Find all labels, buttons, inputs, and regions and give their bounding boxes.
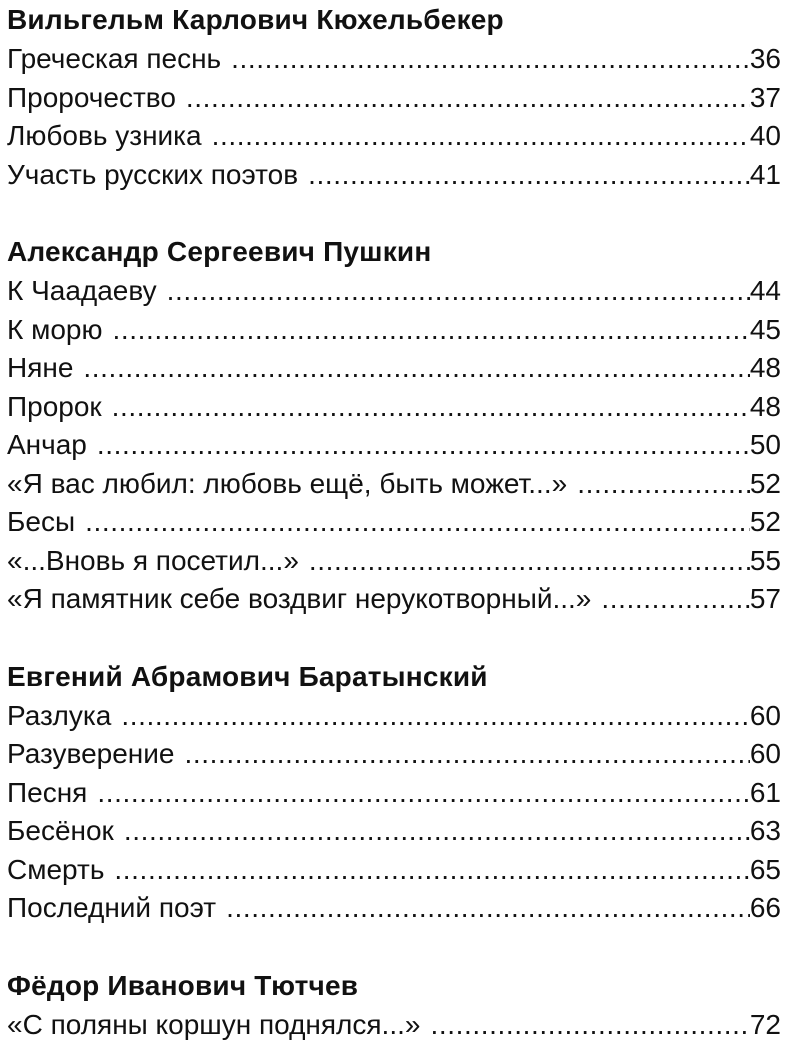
- dot-leader: [97, 774, 750, 813]
- entry-page-number: 55: [750, 542, 781, 581]
- entry-page-number: 41: [750, 156, 781, 195]
- dot-leader: [97, 426, 750, 465]
- entry-title: Бесёнок: [7, 812, 124, 851]
- dot-leader: [577, 465, 750, 504]
- dot-leader: [112, 311, 749, 350]
- toc-entry[interactable]: [7, 812, 781, 851]
- entry-list: [7, 1006, 781, 1044]
- dot-leader: [186, 79, 750, 118]
- dot-leader: [226, 889, 750, 928]
- toc-entry[interactable]: [7, 388, 781, 427]
- section-spacer: [7, 928, 781, 966]
- toc-entry[interactable]: [7, 272, 781, 311]
- toc-section: [7, 657, 781, 928]
- dot-leader: [121, 697, 750, 736]
- toc-entry[interactable]: [7, 580, 781, 619]
- dot-leader: [430, 1006, 749, 1044]
- entry-page-number: 61: [750, 774, 781, 813]
- entry-page-number: 52: [750, 465, 781, 504]
- toc-entry[interactable]: [7, 774, 781, 813]
- entry-page-number: 72: [750, 1006, 781, 1044]
- entry-page-number: 60: [750, 735, 781, 774]
- entry-list: [7, 40, 781, 194]
- entry-title: «С поляны коршун поднялся...»: [7, 1006, 430, 1044]
- entry-title: Пророчество: [7, 79, 186, 118]
- dot-leader: [124, 812, 750, 851]
- entry-title: «Я вас любил: любовь ещё, быть может...»: [7, 465, 577, 504]
- toc-entry[interactable]: [7, 697, 781, 736]
- entry-title: Пророк: [7, 388, 112, 427]
- entry-title: Песня: [7, 774, 97, 813]
- toc-entry[interactable]: [7, 426, 781, 465]
- author-heading: Евгений Абрамович Баратынский: [7, 657, 781, 697]
- entry-title: Разлука: [7, 697, 121, 736]
- entry-page-number: 36: [750, 40, 781, 79]
- entry-title: Анчар: [7, 426, 97, 465]
- entry-title: Смерть: [7, 851, 114, 890]
- toc-entry[interactable]: [7, 1006, 781, 1044]
- entry-page-number: 60: [750, 697, 781, 736]
- toc-entry[interactable]: [7, 735, 781, 774]
- dot-leader: [167, 272, 750, 311]
- toc-section: [7, 232, 781, 619]
- entry-page-number: 63: [750, 812, 781, 851]
- toc-entry[interactable]: [7, 889, 781, 928]
- dot-leader: [308, 156, 750, 195]
- entry-title: Участь русских поэтов: [7, 156, 308, 195]
- section-spacer: [7, 194, 781, 232]
- entry-page-number: 37: [750, 79, 781, 118]
- entry-title: К морю: [7, 311, 112, 350]
- toc-entry[interactable]: [7, 465, 781, 504]
- dot-leader: [601, 580, 749, 619]
- entry-page-number: 48: [750, 388, 781, 427]
- dot-leader: [184, 735, 749, 774]
- table-of-contents: [7, 0, 781, 1044]
- entry-title: Последний поэт: [7, 889, 226, 928]
- entry-page-number: 66: [750, 889, 781, 928]
- toc-section: [7, 0, 781, 194]
- dot-leader: [309, 542, 750, 581]
- entry-title: Разуверение: [7, 735, 184, 774]
- entry-page-number: 50: [750, 426, 781, 465]
- dot-leader: [112, 388, 750, 427]
- toc-entry[interactable]: [7, 117, 781, 156]
- toc-section: [7, 966, 781, 1044]
- author-heading: Александр Сергеевич Пушкин: [7, 232, 781, 272]
- entry-page-number: 45: [750, 311, 781, 350]
- entry-list: [7, 697, 781, 928]
- toc-entry[interactable]: [7, 503, 781, 542]
- toc-entry[interactable]: [7, 311, 781, 350]
- author-heading: Вильгельм Карлович Кюхельбекер: [7, 0, 781, 40]
- entry-title: Греческая песнь: [7, 40, 231, 79]
- section-spacer: [7, 619, 781, 657]
- entry-title: «Я памятник себе воздвиг нерукотворный...»: [7, 580, 601, 619]
- entry-title: «...Вновь я посетил...»: [7, 542, 309, 581]
- entry-page-number: 44: [750, 272, 781, 311]
- dot-leader: [85, 503, 750, 542]
- entry-page-number: 40: [750, 117, 781, 156]
- entry-title: Бесы: [7, 503, 85, 542]
- dot-leader: [212, 117, 750, 156]
- toc-entry[interactable]: [7, 349, 781, 388]
- entry-title: Любовь узника: [7, 117, 212, 156]
- author-heading: Фёдор Иванович Тютчев: [7, 966, 781, 1006]
- entry-title: Няне: [7, 349, 83, 388]
- entry-title: К Чаадаеву: [7, 272, 167, 311]
- dot-leader: [83, 349, 749, 388]
- entry-page-number: 48: [750, 349, 781, 388]
- toc-entry[interactable]: [7, 156, 781, 195]
- dot-leader: [231, 40, 750, 79]
- entry-page-number: 65: [750, 851, 781, 890]
- entry-page-number: 57: [750, 580, 781, 619]
- toc-entry[interactable]: [7, 851, 781, 890]
- entry-page-number: 52: [750, 503, 781, 542]
- toc-entry[interactable]: [7, 542, 781, 581]
- dot-leader: [114, 851, 749, 890]
- toc-entry[interactable]: [7, 79, 781, 118]
- toc-entry[interactable]: [7, 40, 781, 79]
- entry-list: [7, 272, 781, 619]
